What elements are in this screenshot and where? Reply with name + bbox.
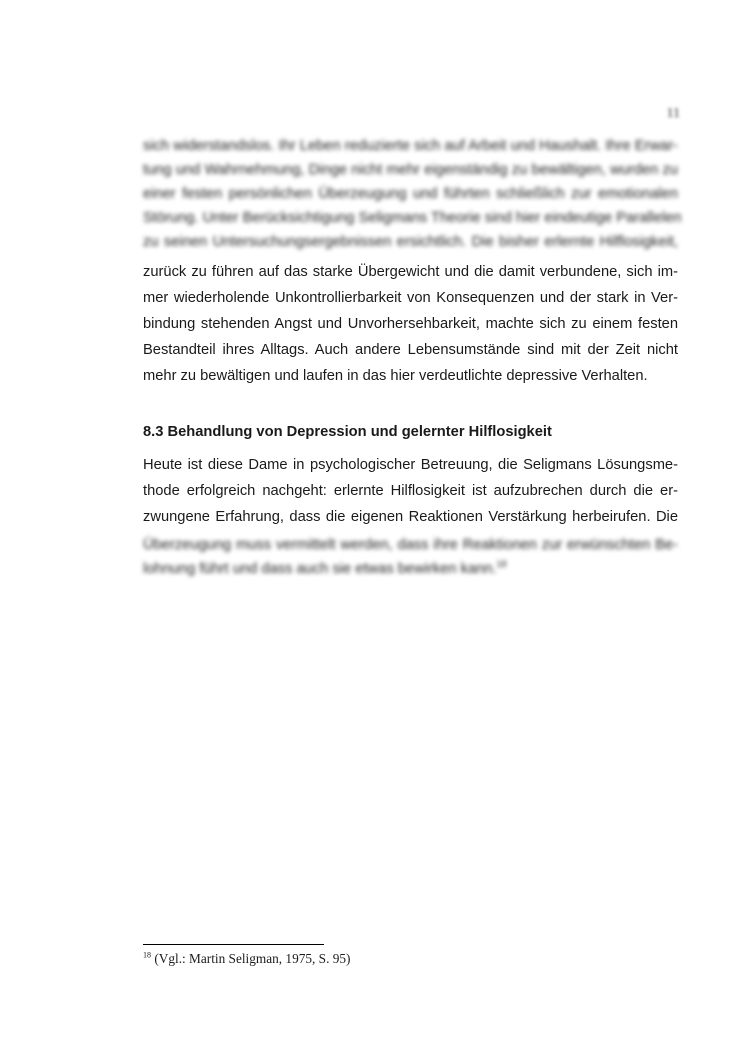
paragraph-line: Heute ist diese Dame in psychologischer Betreuung, die Seligmans Lösungsme- [143, 457, 678, 473]
paragraph-line: zu seinen Untersuchungsergebnissen ersichtlich. Die bisher erlernte Hilflosigkeit, [143, 234, 678, 250]
paragraph-line: tung und Wahrnehmung, Dinge nicht mehr eigenständig zu bewältigen, wurden zu [143, 162, 678, 178]
paragraph-line: sich widerstandslos. Ihr Leben reduzierte sich auf Arbeit und Haushalt. Ihre Erwar- [143, 138, 678, 154]
paragraph-line-text: lohnung führt und dass auch sie etwas bewirken kann. [143, 561, 497, 577]
paragraph-line: zurück zu führen auf das starke Übergewicht und die damit verbundene, sich im- [143, 264, 678, 280]
paragraph-line-last [143, 557, 678, 581]
footnote-reference[interactable]: 18 [496, 559, 507, 570]
paragraph-line: zwungene Erfahrung, dass die eigenen Reaktionen Verstärkung herbeirufen. Die [143, 509, 678, 525]
footnote [143, 950, 350, 968]
paragraph-line: bindung stehenden Angst und Unvorhersehbarkeit, machte sich zu einem festen [143, 316, 678, 332]
footnote-text: (Vgl.: Martin Seligman, 1975, S. 95) [154, 951, 351, 966]
paragraph-line: mehr zu bewältigen und laufen in das hier verdeutlichte depressive Verhalten. [143, 368, 648, 384]
paragraph-line: thode erfolgreich nachgeht: erlernte Hilflosigkeit ist aufzubrechen durch die er- [143, 483, 678, 499]
paragraph-line: einer festen persönlichen Überzeugung und führten schließlich zur emotionalen [143, 186, 678, 202]
section-heading: 8.3 Behandlung von Depression und gelernter Hilflosigkeit [143, 424, 552, 440]
paragraph-line: Störung. Unter Berücksichtigung Seligmans Theorie sind hier eindeutige Parallelen [143, 210, 682, 226]
paragraph-line: Bestandteil ihres Alltags. Auch andere Lebensumstände sind mit der Zeit nicht [143, 342, 678, 358]
paragraph-line: mer wiederholende Unkontrollierbarkeit von Konsequenzen und der stark in Ver- [143, 290, 678, 306]
footnote-divider [143, 944, 324, 945]
page-number: 11 [666, 106, 680, 121]
footnote-number: 18 [143, 950, 151, 960]
paragraph-line: Überzeugung muss vermittelt werden, dass ihre Reaktionen zur erwünschten Be- [143, 537, 678, 553]
